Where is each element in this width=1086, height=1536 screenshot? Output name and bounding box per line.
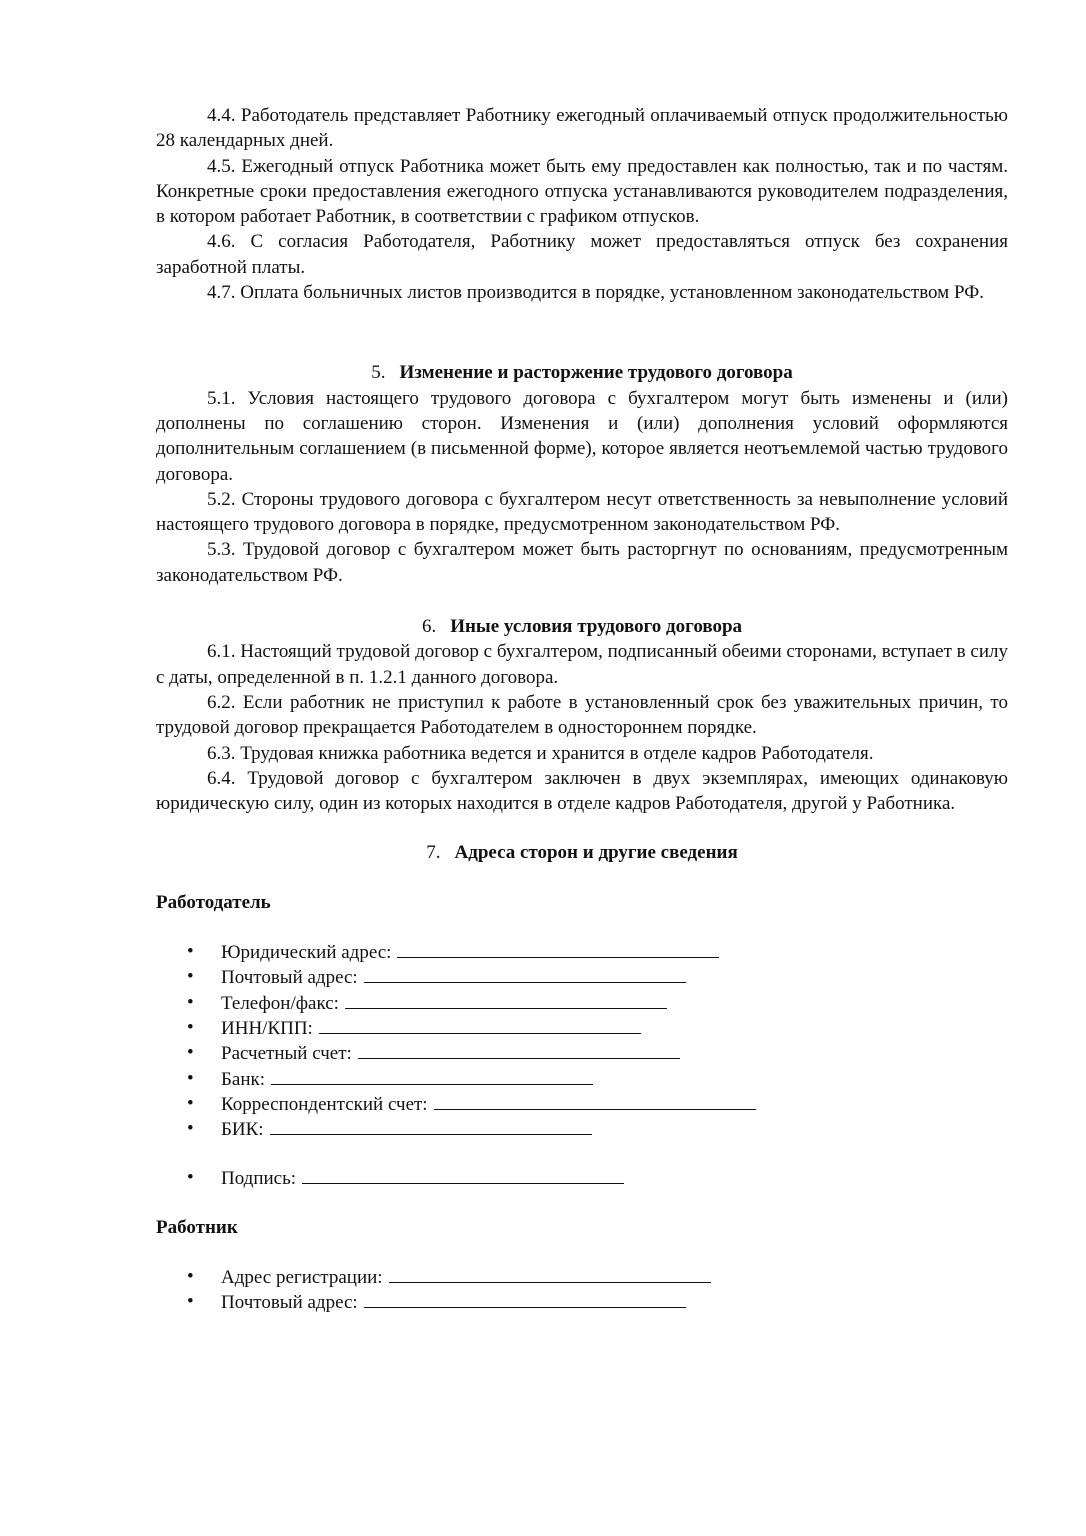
paragraph-6-1: 6.1. Настоящий трудовой договор с бухгалтером, подписанный обеими сторонами, вступает в силу с даты, определенной в п. 1.2.1 данного договора. (156, 641, 1008, 688)
bullet: • (187, 1291, 194, 1313)
employer-signature (156, 1165, 1008, 1190)
bik-blank[interactable] (270, 1116, 592, 1135)
field-postal-address (156, 964, 1008, 989)
field-label: Телефон/факс: (221, 992, 339, 1014)
employer-fields (156, 939, 1008, 1141)
field-legal-address (156, 939, 1008, 964)
field-settlement-account (156, 1040, 1008, 1065)
section-title: Иные условия трудового договора (450, 616, 743, 638)
bullet: • (187, 1067, 194, 1089)
bullet: • (187, 966, 194, 988)
paragraph-5-2: 5.2. Стороны трудового договора с бухгалтером несут ответственность за невыполнение условий настоящего трудового договора в порядке, предусмотренном законодательством РФ. (156, 488, 1008, 536)
legal-address-blank[interactable] (397, 939, 719, 958)
section-number: 5. (371, 362, 386, 384)
spacer (156, 866, 1008, 890)
field-signature (156, 1165, 1008, 1190)
bullet: • (187, 1265, 194, 1287)
spacer (156, 1141, 1008, 1165)
settlement-account-blank[interactable] (358, 1040, 680, 1059)
bank-blank[interactable] (271, 1066, 593, 1085)
field-label: ИНН/КПП: (221, 1017, 313, 1039)
bullet: • (187, 991, 194, 1013)
bullet: • (187, 1167, 194, 1189)
field-bank (156, 1066, 1008, 1091)
phone-fax-blank[interactable] (345, 990, 667, 1009)
field-label: Подпись: (221, 1168, 297, 1190)
paragraph-6-4: 6.4. Трудовой договор с бухгалтером заключен в двух экземплярах, имеющих одинаковую юридическую силу, один из которых находится в отделе кадров Работодателя, другой у Работника. (156, 767, 1008, 815)
spacer (156, 1191, 1008, 1215)
section-number: 6. (421, 616, 437, 638)
paragraph-5-3: 5.3. Трудовой договор с бухгалтером может быть расторгнут по основаниям, предусмотренным законодательством РФ. (156, 539, 1008, 586)
field-correspondent-account (156, 1091, 1008, 1116)
spacer (156, 305, 1008, 360)
field-label: Адрес регистрации: (221, 1266, 383, 1288)
spacer (156, 588, 1008, 614)
field-employee-postal-address (156, 1289, 1008, 1314)
field-label: Корреспондентский счет: (221, 1093, 428, 1115)
bullet: • (187, 1118, 194, 1140)
field-inn-kpp (156, 1015, 1008, 1040)
paragraph-6-2: 6.2. Если работник не приступил к работе в установленный срок без уважительных причин, то трудовой договор прекращается Работодателем в одностороннем порядке. (156, 691, 1008, 739)
field-label: Почтовый адрес: (221, 967, 358, 989)
spacer (156, 1240, 1008, 1264)
paragraph-4-6: 4.6. С согласия Работодателя, Работнику может предоставляться отпуск без сохранения заработной платы. (156, 231, 1008, 278)
field-phone-fax (156, 990, 1008, 1015)
section-title: Адреса сторон и другие сведения (454, 842, 738, 864)
bullet: • (187, 1042, 194, 1064)
field-registration-address (156, 1264, 1008, 1289)
bullet: • (187, 1016, 194, 1038)
paragraph-4-7: 4.7. Оплата больничных листов производится в порядке, установленном законодательством РФ. (207, 282, 984, 304)
section-number: 7. (426, 842, 441, 864)
spacer (156, 915, 1008, 939)
paragraph-4-4: 4.4. Работодатель представляет Работнику ежегодный оплачиваемый отпуск продолжительностью 28 календарных дней. (156, 105, 1008, 152)
field-label: БИК: (221, 1119, 264, 1141)
employee-heading: Работник (156, 1216, 238, 1238)
paragraph-5-1: 5.1. Условия настоящего трудового договора с бухгалтером могут быть изменены и (или) дополнены по соглашению сторон. Изменения и (или) дополнения условий оформляются дополнительным соглашением (в письменной форме), которое является неотъемлемой частью трудового договора. (156, 387, 1008, 485)
field-label: Банк: (221, 1068, 266, 1090)
bullet: • (187, 941, 194, 963)
field-label: Расчетный счет: (221, 1043, 352, 1065)
document-page (156, 103, 1008, 1315)
employee-fields (156, 1264, 1008, 1315)
signature-blank[interactable] (302, 1165, 624, 1184)
inn-kpp-blank[interactable] (319, 1015, 641, 1034)
postal-address-blank[interactable] (364, 964, 686, 983)
employee-postal-address-blank[interactable] (364, 1289, 686, 1308)
section-7-heading (156, 840, 1008, 865)
section-title: Изменение и расторжение трудового договора (399, 362, 793, 384)
spacer (156, 816, 1008, 840)
field-label: Юридический адрес: (221, 942, 392, 964)
section-6-heading (156, 614, 1008, 639)
registration-address-blank[interactable] (389, 1264, 711, 1283)
field-bik (156, 1116, 1008, 1141)
paragraph-4-5: 4.5. Ежегодный отпуск Работника может быть ему предоставлен как полностью, так и по частям. Конкретные сроки предоставления ежегодного отпуска устанавливаются руководителем подразделения, в котором работает Работник, в соответствии с графиком отпусков. (156, 155, 1008, 228)
employer-heading: Работодатель (156, 891, 271, 913)
section-5-heading (156, 360, 1008, 385)
field-label: Почтовый адрес: (221, 1292, 358, 1314)
paragraph-6-3: 6.3. Трудовая книжка работника ведется и хранится в отделе кадров Работодателя. (207, 742, 874, 764)
correspondent-account-blank[interactable] (434, 1091, 756, 1110)
bullet: • (187, 1092, 194, 1114)
